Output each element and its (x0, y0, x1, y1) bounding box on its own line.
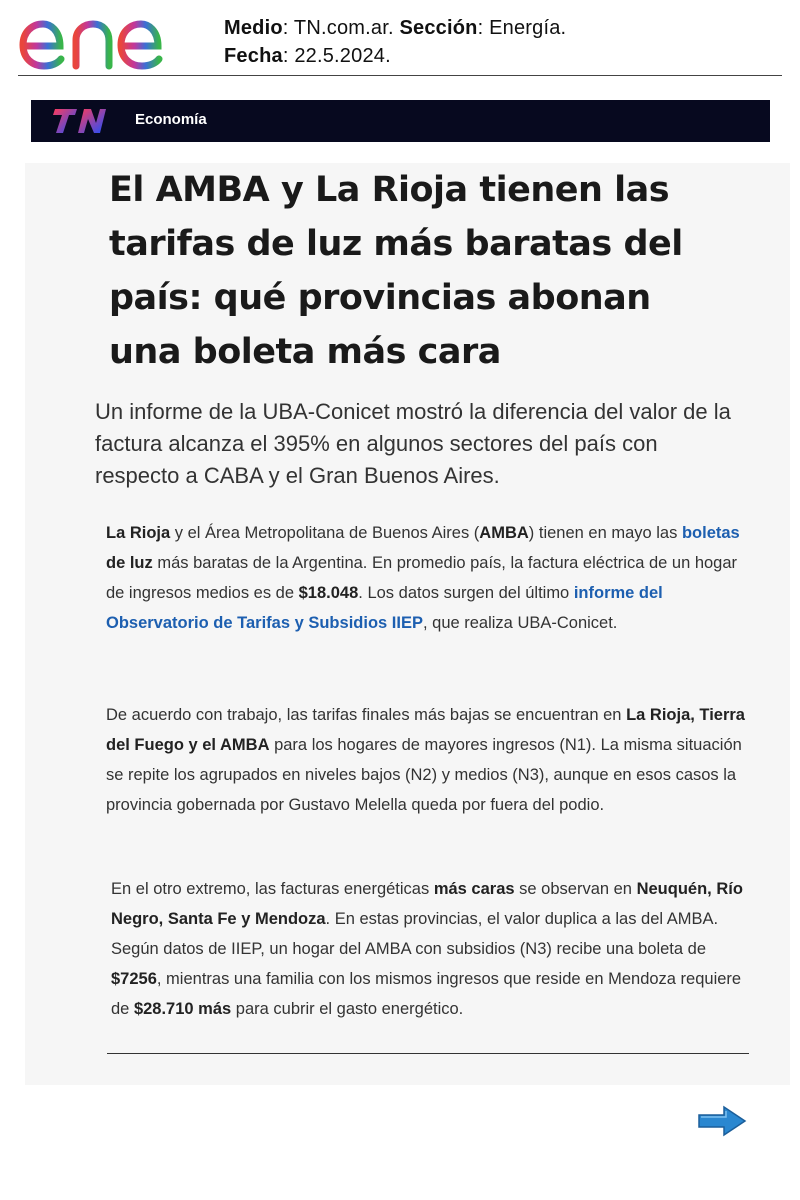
meta-line-1: Medio: TN.com.ar. Sección: Energía. (224, 17, 567, 39)
paragraph-1: La Rioja y el Área Metropolitana de Buenos Aires (AMBA) tienen en mayo las boletas de luz más baratas de la Argentina. En promedio país, la factura eléctrica de un hogar de ingresos medios es de $18.048. Los datos surgen del último informe del Observatorio de Tarifas y Subsidios IIEP, que realiza UBA-Conicet. (106, 524, 740, 632)
article-subhead: Un informe de la UBA-Conicet mostró la diferencia del valor de la factura alcanza el 395% en algunos sectores del país con respecto a CABA y el Gran Buenos Aires. (95, 399, 731, 488)
article-headline: El AMBA y La Rioja tienen las tarifas de luz más baratas del país: qué provincias abonan una boleta más cara (109, 170, 683, 372)
boletas-link[interactable]: boletas (681, 524, 740, 542)
article-panel (25, 163, 790, 1085)
article-divider (107, 1053, 749, 1054)
clipping-header (18, 0, 782, 76)
tn-logo[interactable] (51, 106, 107, 136)
iiep-report-link[interactable]: informe del Observatorio de Tarifas y Subsidios IIEP (106, 584, 663, 632)
arrow-right-icon[interactable] (696, 1103, 748, 1139)
clipping-meta (224, 14, 566, 70)
tn-section-bar (31, 100, 770, 142)
paragraph-2: De acuerdo con trabajo, las tarifas finales más bajas se encuentran en La Rioja, Tierra del Fuego y el AMBA para los hogares de mayores ingresos (N1). La misma situación se repite los agrupados en niveles bajos (N2) y medios (N3), aunque en esos casos la provincia gobernada por Gustavo Melella queda por fuera del podio. (106, 706, 745, 814)
paragraph-3: En el otro extremo, las facturas energéticas más caras se observan en Neuquén, Río Negro, Santa Fe y Mendoza. En estas provincias, el valor duplica a las del AMBA. Según datos de IIEP, un hogar del AMBA con subsidios (N3) recibe una boleta de $7256, mientras una familia con los mismos ingresos que reside en Mendoza requiere de $28.710 más para cubrir el gasto energético. (111, 880, 743, 1018)
meta-line-2: Fecha: 22.5.2024. (224, 45, 391, 67)
section-label[interactable]: Economía (135, 111, 207, 128)
enel-logo (18, 4, 193, 70)
